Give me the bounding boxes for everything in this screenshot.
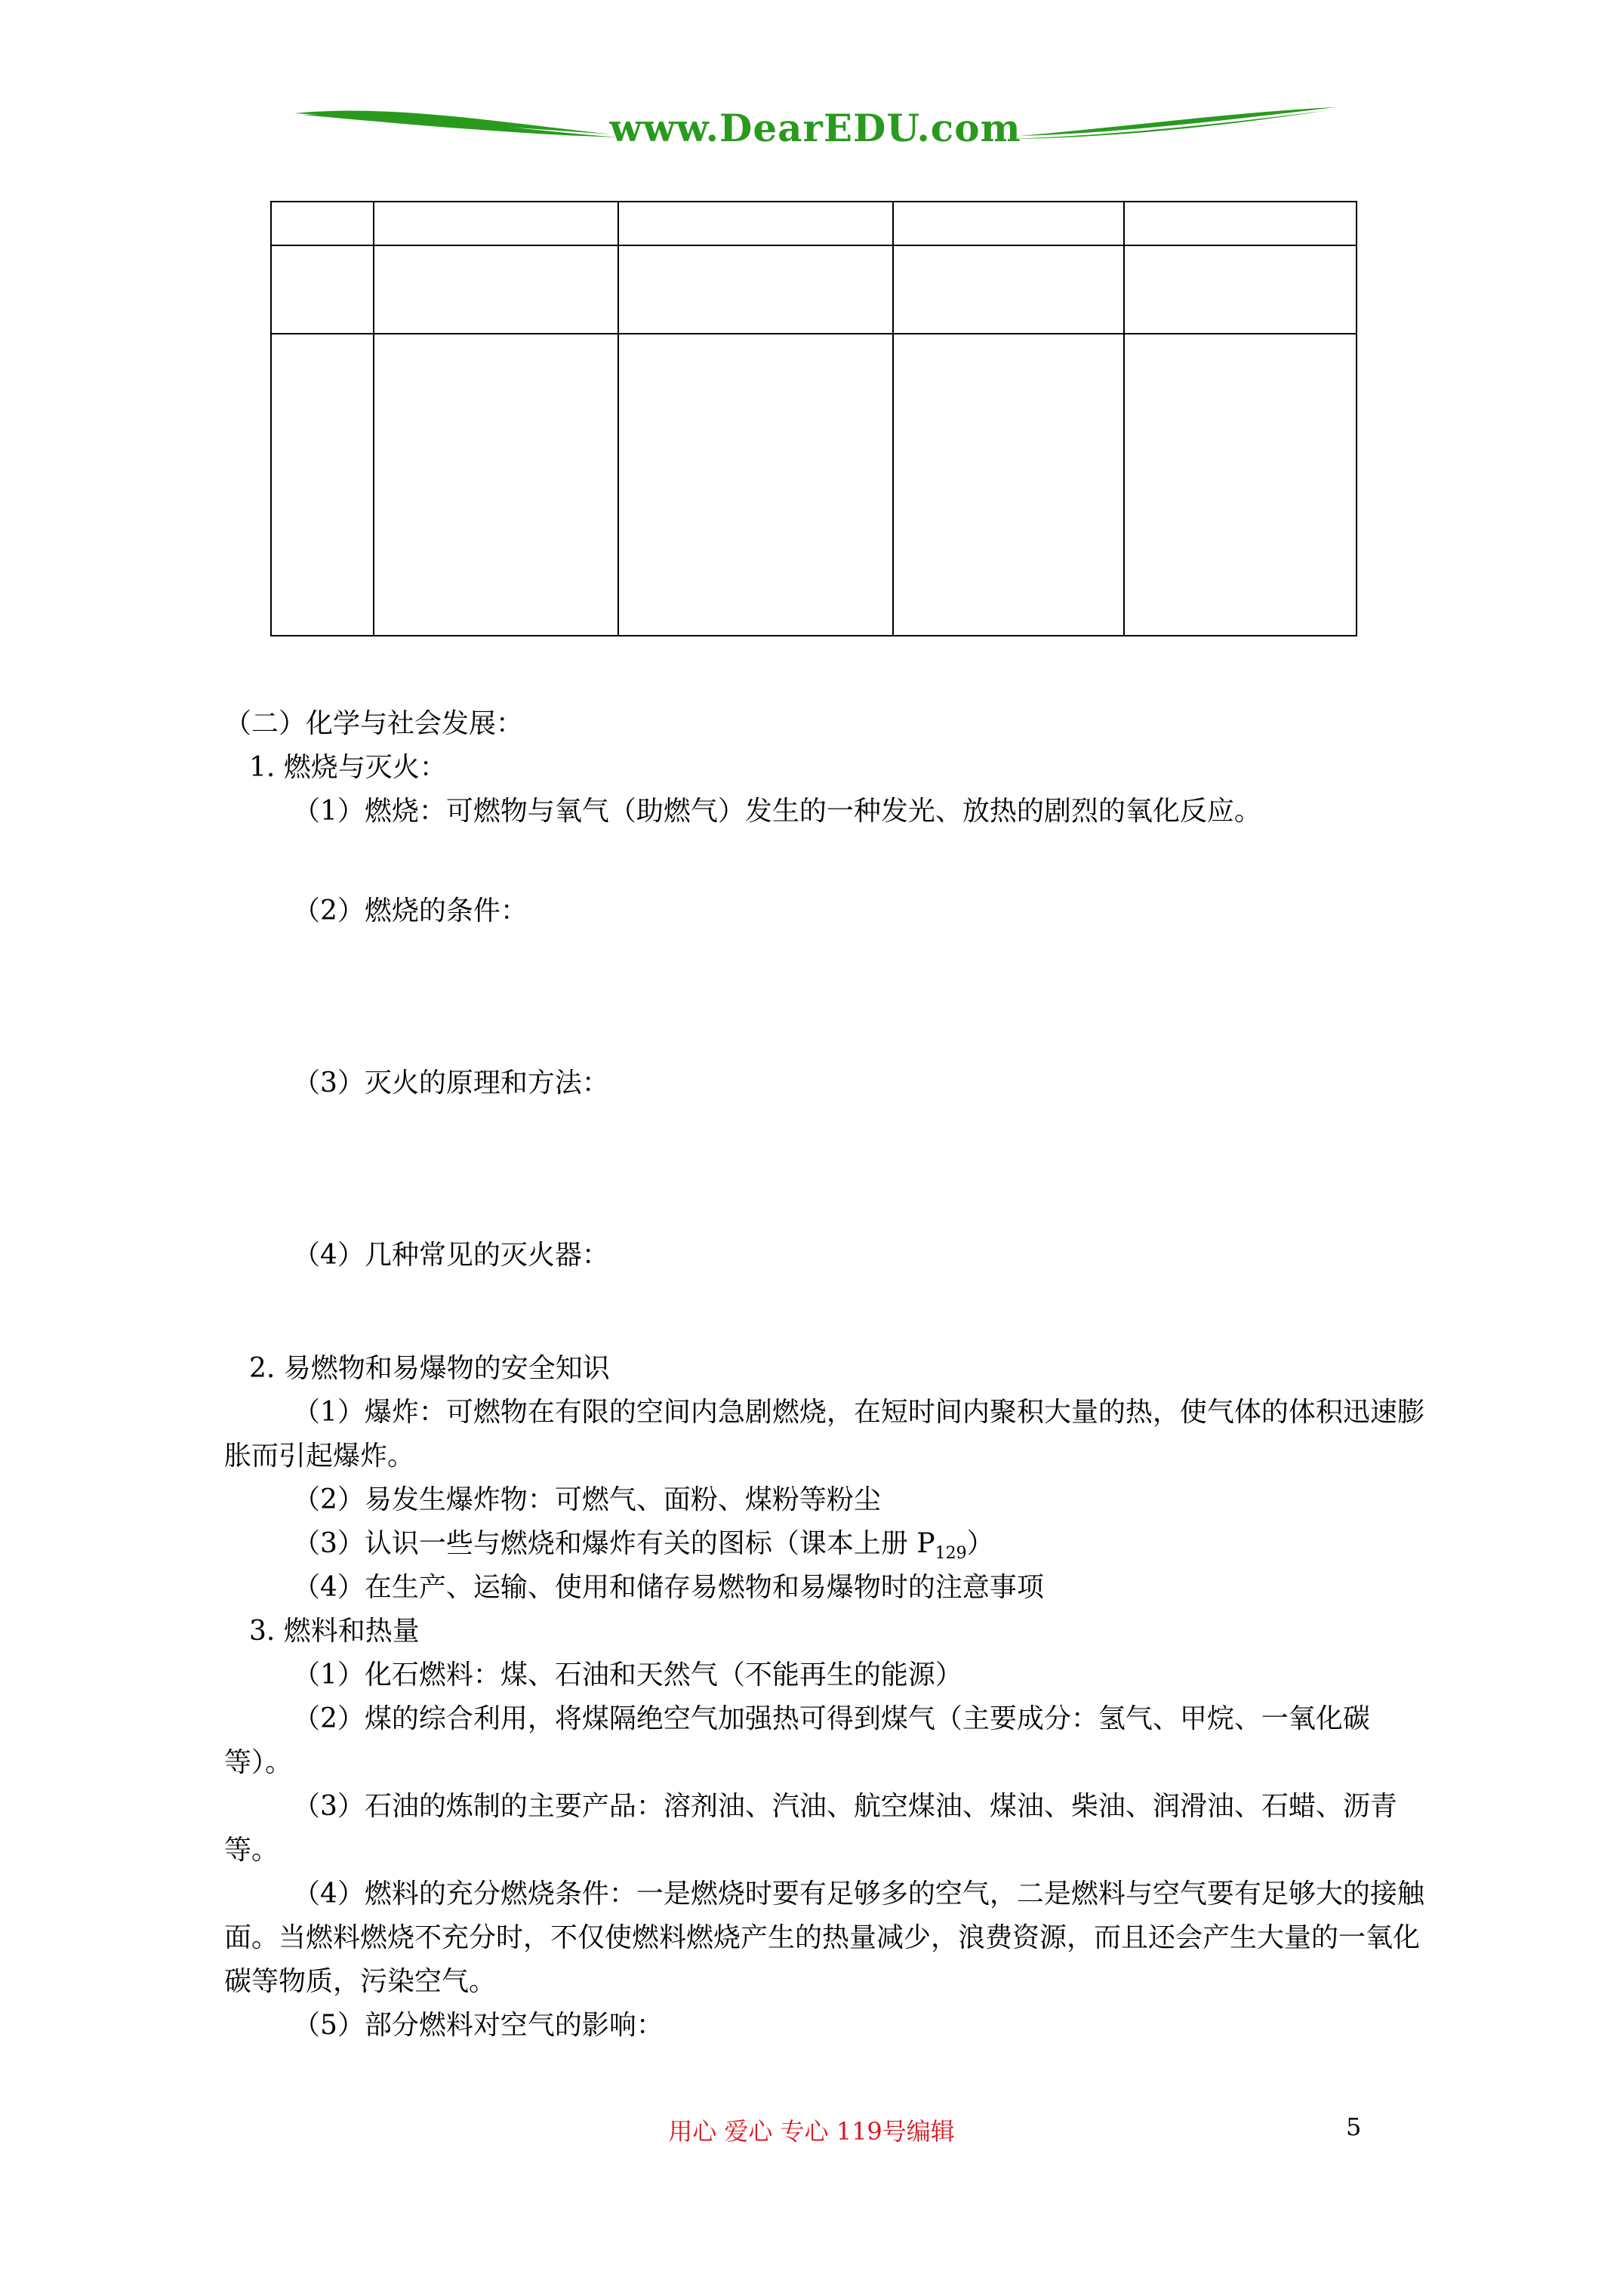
item-paragraph: （4）燃料的充分燃烧条件：一是燃烧时要有足够多的空气，二是燃料与空气要有足够大的接触面。当燃料燃烧不充分时，不仅使燃料燃烧产生的热量减少，浪费资源，而且还会产生大量的一氧化碳等物质，污染空气。: [224, 1878, 1424, 1997]
item-text: （3）灭火的原理和方法：: [293, 1068, 609, 1099]
item-paragraph: （2）煤的综合利用，将煤隔绝空气加强热可得到煤气（主要成分：氢气、甲烷、一氧化碳等）。: [224, 1703, 1370, 1778]
item-text-close: ）: [966, 1528, 994, 1559]
item-text: （4）几种常见的灭火器：: [293, 1240, 609, 1271]
footer-text: 用心 爱心 专心 119号编辑: [668, 2117, 955, 2146]
item-paragraph: （1）爆炸：可燃物在有限的空间内急剧燃烧，在短时间内聚积大量的热，使气体的体积迅速膨胀而引起爆炸。: [224, 1397, 1424, 1472]
page-subscript: 129: [935, 1544, 967, 1564]
item-text: （1）燃烧：可燃物与氧气（助燃气）发生的一种发光、放热的剧烈的氧化反应。: [293, 796, 1261, 827]
item-paragraph: （3）石油的炼制的主要产品：溶剂油、汽油、航空煤油、煤油、柴油、润滑油、石蜡、沥青等。: [224, 1791, 1397, 1866]
site-logo-text: www.DearEDU.com: [609, 106, 1021, 150]
item-text: （2）燃烧的条件：: [293, 895, 528, 926]
page-number: 5: [1346, 2113, 1362, 2141]
item-text: （1）化石燃料：煤、石油和天然气（不能再生的能源）: [293, 1660, 962, 1690]
item-text: （5）部分燃料对空气的影响：: [293, 2010, 664, 2041]
section-title: （二）化学与社会发展：: [224, 708, 524, 739]
item-text: （2）易发生爆炸物：可燃气、面粉、煤粉等粉尘: [293, 1484, 881, 1515]
item-text: （4）在生产、运输、使用和储存易燃物和易爆物时的注意事项: [293, 1572, 1044, 1603]
item-text-main: （3）认识一些与燃烧和爆炸有关的图标（课本上册 P: [293, 1528, 935, 1559]
item-heading: 3. 燃料和热量: [249, 1616, 420, 1647]
item-heading: 2. 易燃物和易爆物的安全知识: [249, 1353, 610, 1384]
item-heading: 1. 燃烧与灭火：: [249, 752, 447, 783]
